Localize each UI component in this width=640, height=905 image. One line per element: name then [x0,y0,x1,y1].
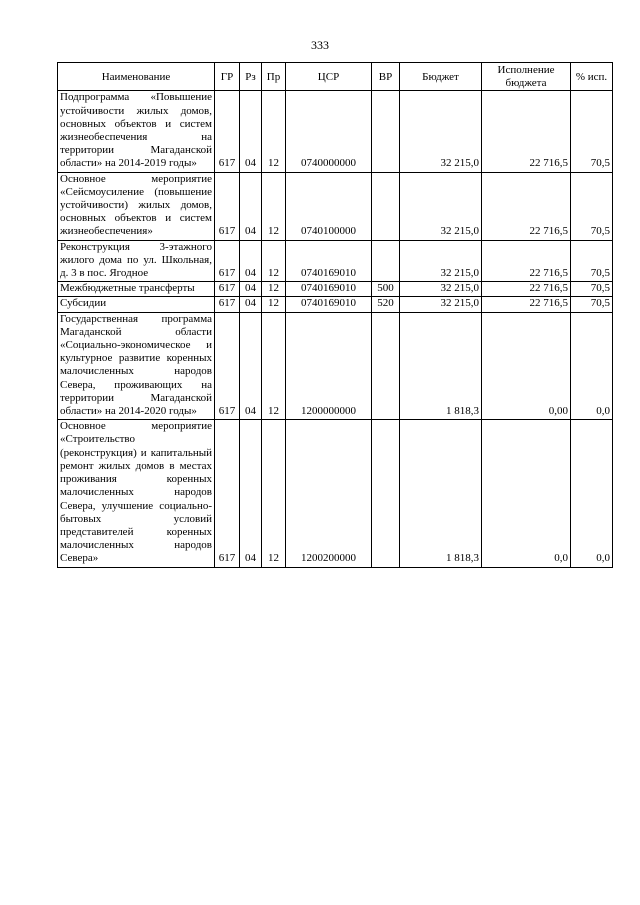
header-budget: Бюджет [400,63,482,91]
row-csr: 0740169010 [286,297,372,312]
row-gr: 617 [215,297,240,312]
row-csr: 1200000000 [286,312,372,420]
table-row [58,172,613,240]
row-percent: 70,5 [571,282,613,297]
page-number: 333 [311,38,329,52]
table-row [58,240,613,282]
row-pr: 12 [262,312,286,420]
row-gr: 617 [215,240,240,282]
table-header-row [58,63,613,91]
header-gr: ГР [215,63,240,91]
row-gr: 617 [215,282,240,297]
row-gr: 617 [215,172,240,240]
row-percent: 70,5 [571,240,613,282]
row-csr: 0740169010 [286,240,372,282]
row-vr: 500 [372,282,400,297]
row-rz: 04 [240,172,262,240]
row-name: Основное мероприятие «Сейсмоусиление (повышение устойчивости) жилых домов, основных объектов и систем жизнеобеспечения» [58,172,215,240]
header-vr: ВР [372,63,400,91]
row-rz: 04 [240,297,262,312]
row-percent: 0,0 [571,420,613,567]
row-vr [372,172,400,240]
table-row [58,91,613,172]
row-execution: 0,0 [482,420,571,567]
row-name: Реконструкция 3-этажного жилого дома по ул. Школьная, д. 3 в пос. Ягодное [58,240,215,282]
row-execution: 22 716,5 [482,172,571,240]
row-csr: 1200200000 [286,420,372,567]
row-csr: 0740000000 [286,91,372,172]
row-vr [372,91,400,172]
row-vr: 520 [372,297,400,312]
row-vr [372,312,400,420]
budget-table [57,62,613,568]
row-pr: 12 [262,282,286,297]
row-percent: 70,5 [571,172,613,240]
row-name: Подпрограмма «Повышение устойчивости жилых домов, основных объектов и систем жизнеобеспечения на территории Магаданской области» на 2014-2019 годы» [58,91,215,172]
row-budget: 1 818,3 [400,420,482,567]
header-pr: Пр [262,63,286,91]
header-name: Наименование [58,63,215,91]
header-csr: ЦСР [286,63,372,91]
row-rz: 04 [240,240,262,282]
row-execution: 22 716,5 [482,240,571,282]
row-execution: 0,00 [482,312,571,420]
row-pr: 12 [262,91,286,172]
row-percent: 0,0 [571,312,613,420]
row-budget: 32 215,0 [400,240,482,282]
row-name: Государственная программа Магаданской области «Социально-экономическое и культурное развитие коренных малочисленных народов Севера, проживающих на территории Магаданской области» на 2014-2020 годы» [58,312,215,420]
row-rz: 04 [240,282,262,297]
row-execution: 22 716,5 [482,297,571,312]
row-gr: 617 [215,312,240,420]
row-execution: 22 716,5 [482,282,571,297]
table-row [58,297,613,312]
row-percent: 70,5 [571,91,613,172]
row-budget: 32 215,0 [400,172,482,240]
row-rz: 04 [240,420,262,567]
table-row [58,282,613,297]
row-gr: 617 [215,420,240,567]
row-vr [372,420,400,567]
row-execution: 22 716,5 [482,91,571,172]
row-pr: 12 [262,172,286,240]
row-name: Основное мероприятие «Строительство (реконструкция) и капитальный ремонт жилых домов в местах проживания коренных малочисленных народов Севера, улучшение социально-бытовых условий представителей коренных малочисленных народов Севера» [58,420,215,567]
row-rz: 04 [240,312,262,420]
row-pr: 12 [262,420,286,567]
row-budget: 32 215,0 [400,91,482,172]
header-percent: % исп. [571,63,613,91]
row-vr [372,240,400,282]
row-csr: 0740100000 [286,172,372,240]
row-csr: 0740169010 [286,282,372,297]
row-name: Межбюджетные трансферты [58,282,215,297]
row-rz: 04 [240,91,262,172]
table-row [58,312,613,420]
row-pr: 12 [262,240,286,282]
row-budget: 32 215,0 [400,297,482,312]
row-budget: 1 818,3 [400,312,482,420]
header-execution: Исполнение бюджета [482,63,571,91]
row-pr: 12 [262,297,286,312]
row-percent: 70,5 [571,297,613,312]
header-rz: Рз [240,63,262,91]
row-gr: 617 [215,91,240,172]
row-budget: 32 215,0 [400,282,482,297]
table-row [58,420,613,567]
row-name: Субсидии [58,297,215,312]
